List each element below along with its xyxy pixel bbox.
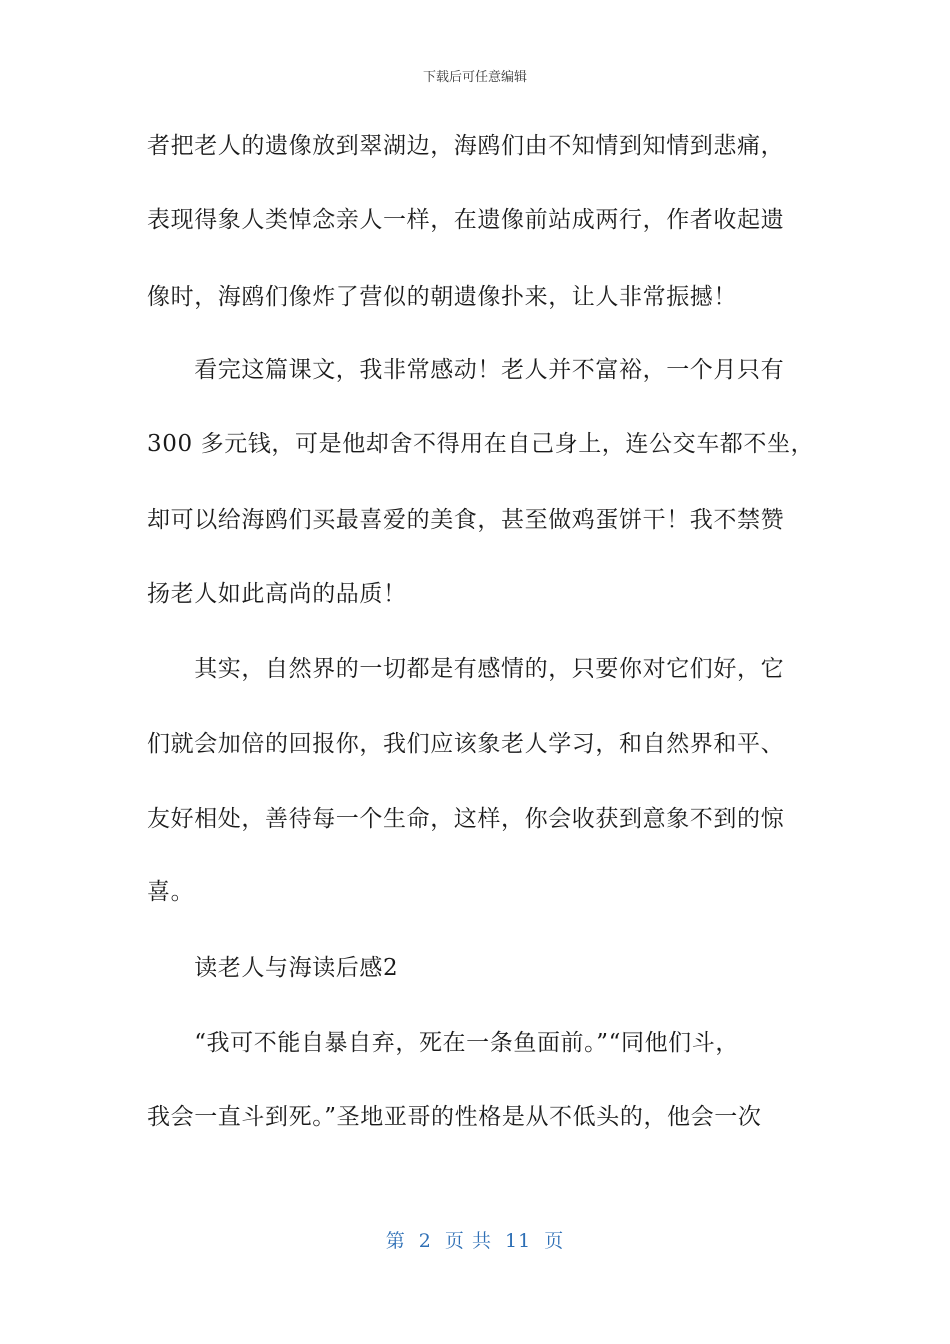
footer-suffix: 页 [544, 1230, 565, 1252]
body-line: 我会一直斗到死。”圣地亚哥的性格是从不低头的，他会一次 [147, 1104, 762, 1130]
body-line: “我可不能自暴自弃，死在一条鱼面前。”“同他们斗， [147, 1030, 739, 1056]
body-line: 扬老人如此高尚的品质！ [147, 581, 407, 607]
body-line: 看完这篇课文，我非常感动！老人并不富裕，一个月只有 [147, 357, 785, 383]
body-line: 却可以给海鸥们买最喜爱的美食，甚至做鸡蛋饼干！我不禁赞 [147, 507, 785, 533]
body-line: 300 多元钱，可是他却舍不得用在自己身上，连公交车都不坐， [147, 431, 815, 457]
current-page-number: 2 [418, 1230, 432, 1252]
footer-prefix: 第 [385, 1230, 406, 1252]
section-heading: 读老人与海读后感2 [147, 955, 399, 981]
page-footer [0, 1226, 950, 1253]
body-line: 表现得象人类悼念亲人一样，在遗像前站成两行，作者收起遗 [147, 207, 785, 233]
footer-middle: 页 共 [444, 1230, 492, 1252]
body-line: 者把老人的遗像放到翠湖边，海鸥们由不知情到知情到悲痛， [147, 133, 785, 159]
page-header: 下载后可任意编辑 [422, 70, 527, 85]
body-line: 喜。 [147, 879, 195, 905]
body-line: 友好相处，善待每一个生命，这样，你会收获到意象不到的惊 [147, 806, 785, 832]
body-line: 其实，自然界的一切都是有感情的，只要你对它们好，它 [147, 656, 785, 682]
total-pages-number: 11 [505, 1230, 532, 1252]
body-line: 像时，海鸥们像炸了营似的朝遗像扑来，让人非常振撼！ [147, 284, 737, 310]
body-line: 们就会加倍的回报你，我们应该象老人学习，和自然界和平、 [147, 731, 785, 757]
